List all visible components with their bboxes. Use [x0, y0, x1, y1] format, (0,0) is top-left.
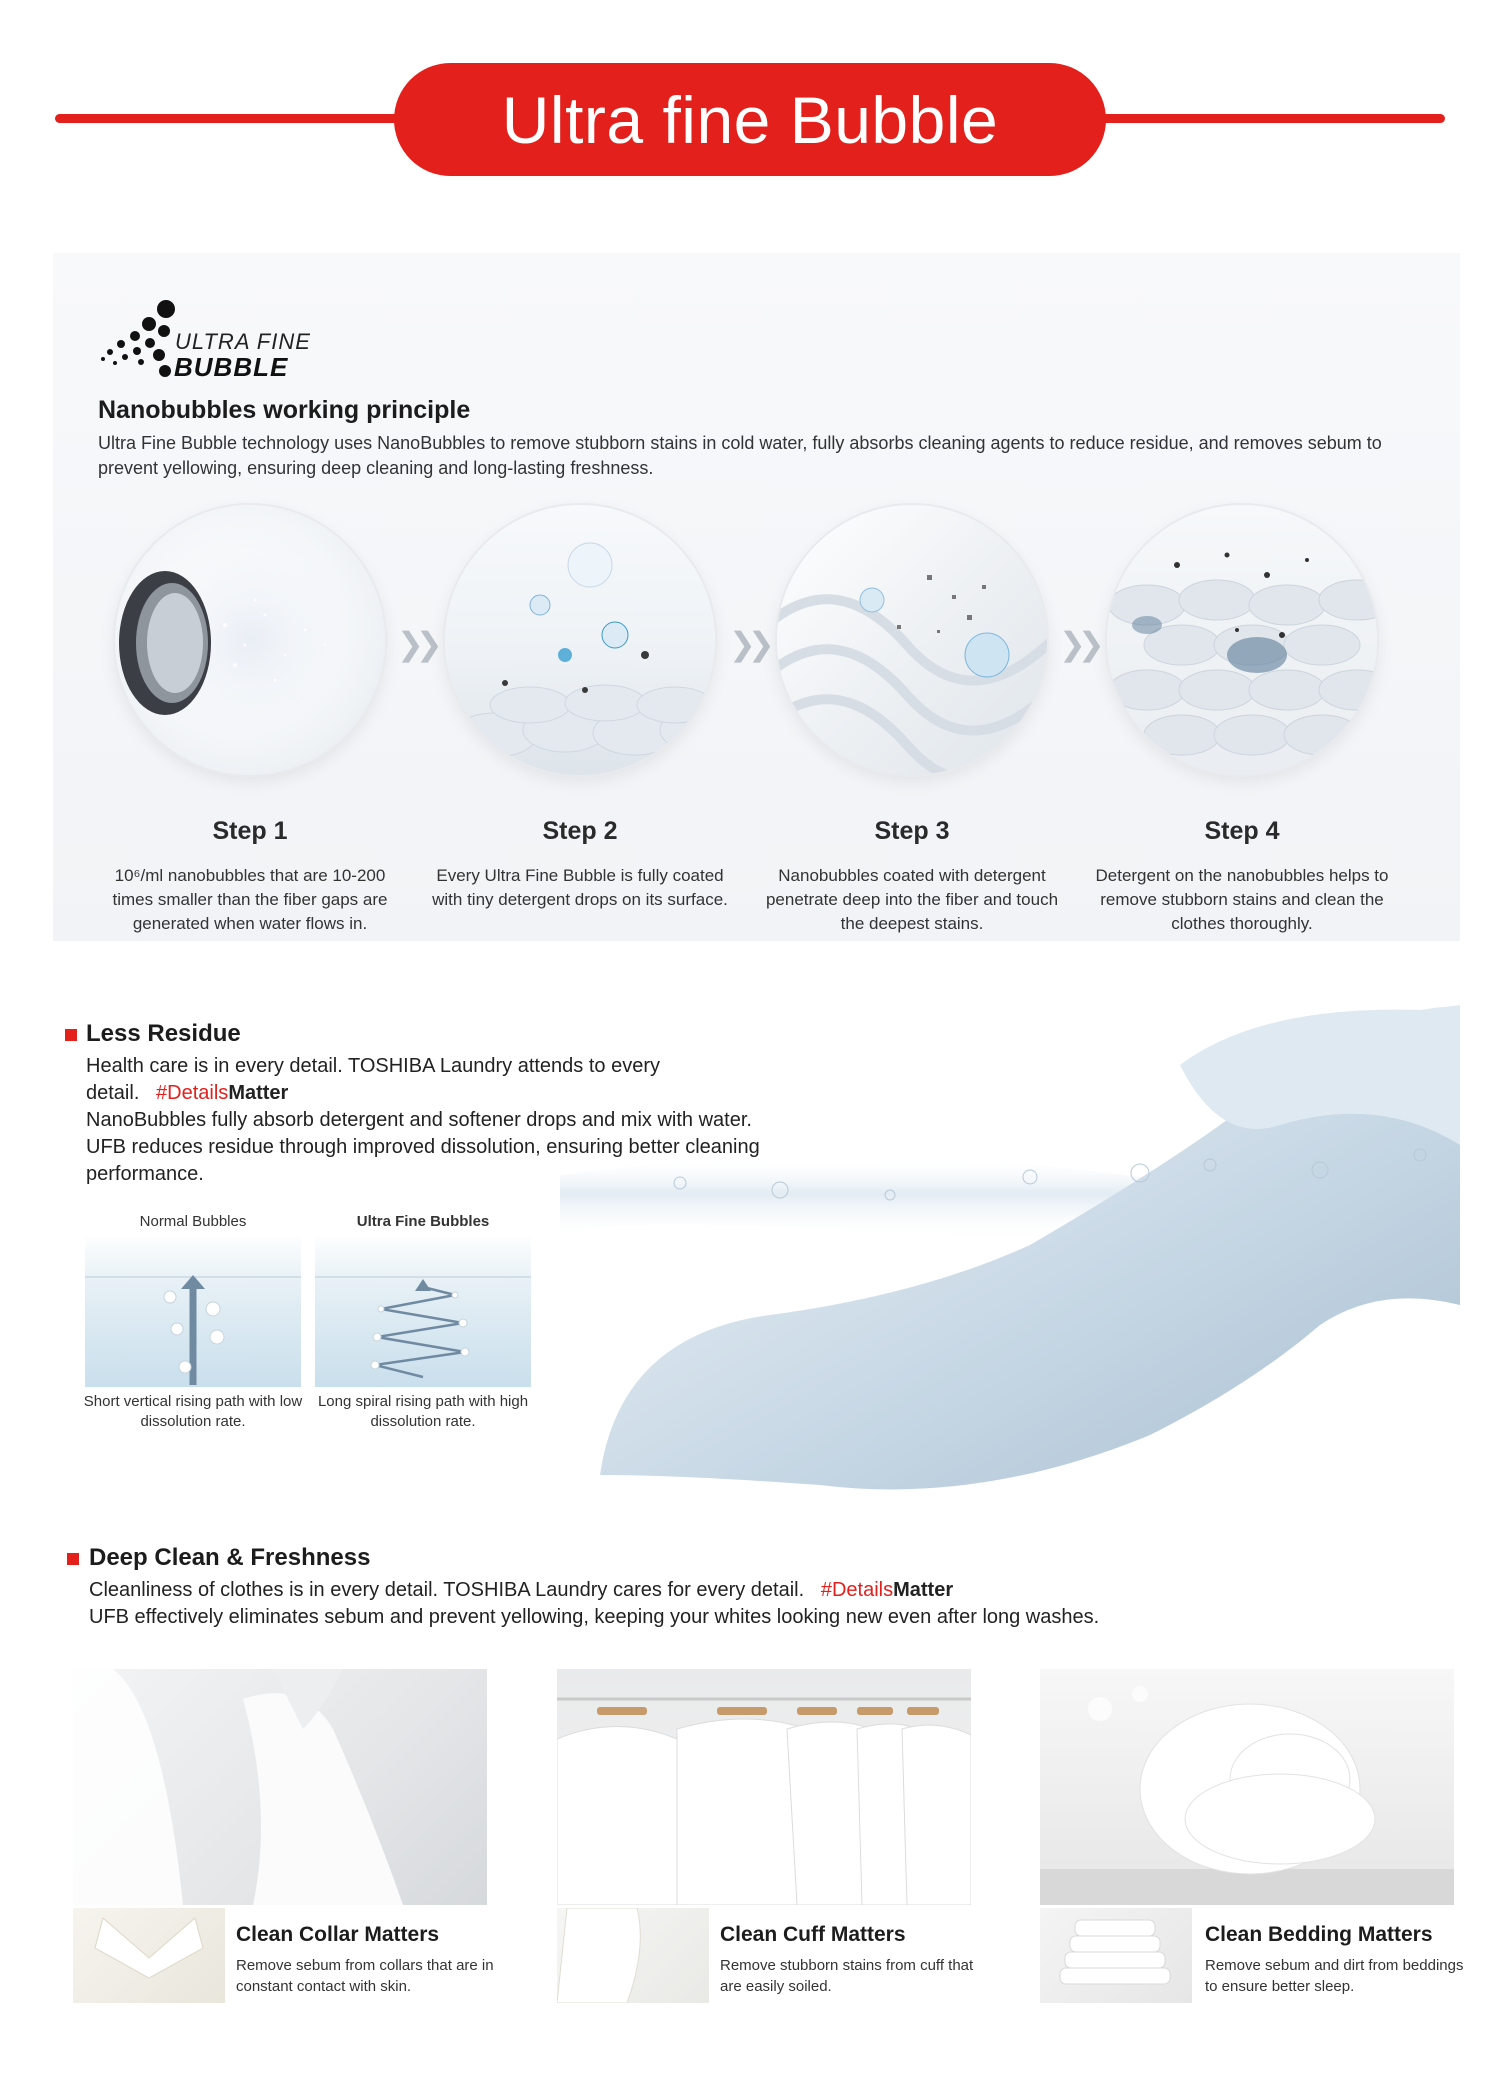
step-3-image [777, 505, 1047, 775]
principle-description: Ultra Fine Bubble technology uses NanoBubbles to remove stubborn stains in cold water, fully absorbs cleaning agents to reduce residue, and removes sebum to prevent yellowing, ensuring deep cleaning and long-lasting freshness. [98, 433, 1382, 478]
deep-clean-line2: UFB effectively eliminates sebum and prevent yellowing, keeping your whites looking new even after long washes. [89, 1606, 1100, 1628]
card-bedding-desc: Remove sebum and dirt from beddings to ensure better sleep. [1205, 1957, 1464, 1995]
page-title: Ultra fine Bubble [394, 63, 1106, 176]
step-1 [100, 505, 400, 936]
step-2-title: Step 2 [542, 817, 618, 845]
chevron-right-icon: ❯❯ [729, 626, 767, 662]
normal-bubbles-diagram [85, 1237, 301, 1387]
section-bullet [65, 1029, 77, 1041]
bedding-image [1040, 1669, 1454, 1905]
step-2-image [445, 505, 715, 775]
hashtag-prefix: #Details [156, 1082, 229, 1104]
card-collar-desc: Remove sebum from collars that are in constant contact with skin. [236, 1957, 494, 1995]
step-4-image [1107, 505, 1377, 775]
section-bullet [67, 1553, 79, 1565]
step-3-desc: Nanobubbles coated with detergent penetrate deep into the fiber and touch the deepest stains. [765, 866, 1059, 933]
deep-clean-title: Deep Clean & Freshness [89, 1544, 371, 1571]
collar-image [73, 1669, 487, 1905]
hashtag-bold: Matter [893, 1579, 954, 1601]
step-1-title: Step 1 [212, 817, 288, 845]
normal-bubbles-label: Normal Bubbles [139, 1213, 247, 1230]
ufb-diagram [315, 1237, 531, 1387]
step-1-image [115, 505, 385, 775]
step-2-desc: Every Ultra Fine Bubble is fully coated with tiny detergent drops on its surface. [432, 866, 728, 909]
less-residue-title: Less Residue [86, 1020, 241, 1047]
less-residue-line2: NanoBubbles fully absorb detergent and softener drops and mix with water. [86, 1109, 752, 1131]
card-cuff-title: Clean Cuff Matters [720, 1923, 906, 1946]
ufb-caption: Long spiral rising path with high dissolution rate. [317, 1393, 529, 1430]
step-2 [430, 505, 730, 912]
hashtag-bold: Matter [228, 1082, 289, 1104]
less-residue-line1: Health care is in every detail. TOSHIBA Laundry attends to every detail. [86, 1055, 661, 1104]
deep-clean-text [89, 1577, 1429, 1631]
principle-panel [53, 253, 1460, 941]
step-3-title: Step 3 [874, 817, 950, 845]
deep-clean-line1: Cleanliness of clothes is in every detail. TOSHIBA Laundry cares for every detail. [89, 1579, 805, 1601]
less-residue-text [86, 1053, 846, 1188]
less-residue-line3: UFB reduces residue through improved dissolution, ensuring better cleaning performance. [86, 1136, 760, 1185]
step-4-title: Step 4 [1204, 817, 1280, 845]
step-4-desc: Detergent on the nanobubbles helps to remove stubborn stains and clean the clothes thoroughly. [1095, 866, 1389, 933]
chevron-right-icon: ❯❯ [397, 626, 435, 662]
card-bedding-title: Clean Bedding Matters [1205, 1923, 1433, 1946]
card-collar-title: Clean Collar Matters [236, 1923, 440, 1946]
step-4 [1092, 505, 1392, 936]
hashtag-prefix: #Details [820, 1579, 894, 1601]
cuff-thumb [557, 1908, 709, 2003]
logo-text-bubble: BUBBLE [174, 352, 289, 382]
chevron-right-icon: ❯❯ [1059, 626, 1097, 662]
ufb-label: Ultra Fine Bubbles [356, 1213, 490, 1230]
step-1-desc: 10⁶/ml nanobubbles that are 10-200 times smaller than the fiber gaps are generated when water flows in. [112, 866, 388, 933]
cuff-image [557, 1669, 971, 1905]
logo-text-ultra-fine: ULTRA FINE [175, 329, 311, 354]
principle-title: Nanobubbles working principle [98, 396, 471, 424]
bedding-thumb [1040, 1908, 1192, 2003]
card-cuff-desc: Remove stubborn stains from cuff that are easily soiled. [720, 1957, 974, 1995]
step-3 [762, 505, 1062, 936]
normal-bubbles-caption: Short vertical rising path with low dissolution rate. [83, 1393, 303, 1430]
collar-thumb [73, 1908, 225, 2003]
